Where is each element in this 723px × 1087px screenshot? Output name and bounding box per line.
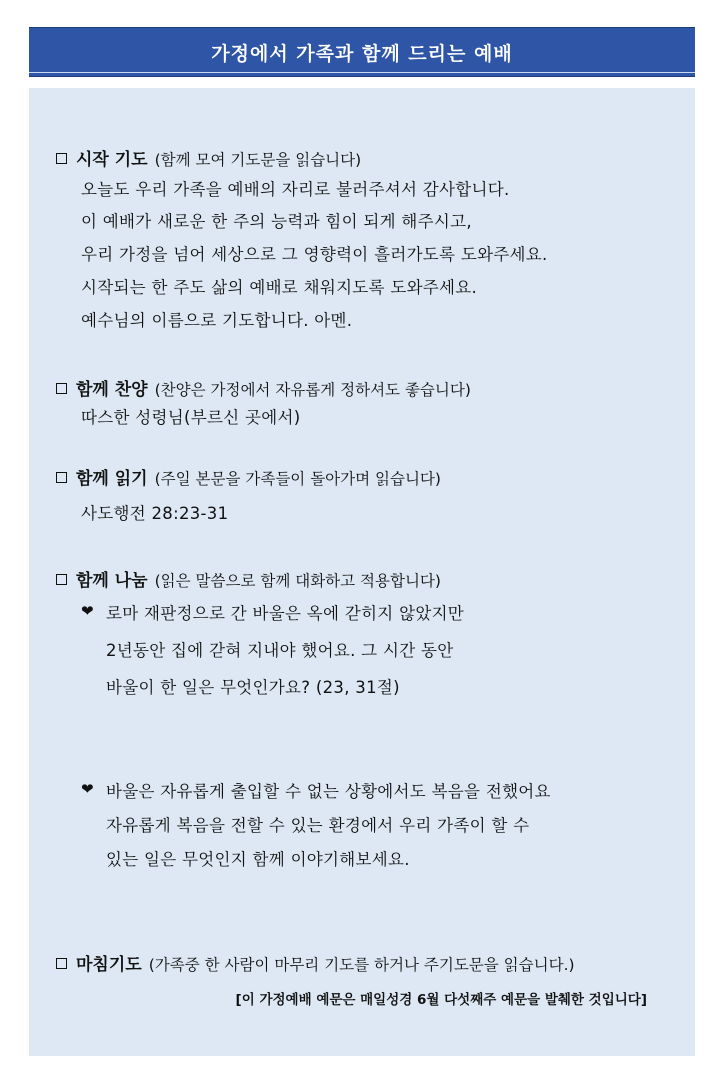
question-line: 로마 재판정으로 간 바울은 옥에 갇히지 않았지만 <box>106 604 465 623</box>
section-note: (주일 본문을 가족들이 돌아가며 읽습니다) <box>154 470 441 488</box>
opening-line: 이 예배가 새로운 한 주의 능력과 힘이 되게 해주시고, <box>81 212 472 231</box>
opening-line: 우리 가정을 넘어 세상으로 그 영향력이 흘러가도록 도와주세요. <box>81 245 548 264</box>
section-note: (읽은 말씀으로 함께 대화하고 적용합니다) <box>154 572 441 590</box>
checkbox-square-icon <box>56 958 67 969</box>
source-footnote: [이 가정예배 예문은 매일성경 6월 다섯째주 예문을 발췌한 것입니다] <box>235 992 647 1008</box>
section-note: (가족중 한 사람이 마무리 기도를 하거나 주기도문을 읽습니다.) <box>148 956 575 974</box>
heart-bullet-icon: ❤ <box>81 780 94 798</box>
section-opening-header <box>56 145 361 170</box>
question-line: 바울은 자유롭게 출입할 수 없는 상황에서도 복음을 전했어요 <box>106 782 551 801</box>
checkbox-square-icon <box>56 574 67 585</box>
page-title: 가정에서 가족과 함께 드리는 예배 <box>211 42 513 65</box>
question-line: 2년동안 집에 갇혀 지내야 했어요. 그 시간 동안 <box>106 641 454 660</box>
section-closing-header <box>56 950 575 975</box>
question-line: 자유롭게 복음을 전할 수 있는 환경에서 우리 가족이 할 수 <box>106 816 530 835</box>
section-reading-header <box>56 464 441 489</box>
section-praise-header <box>56 375 471 400</box>
question-line: 바울이 한 일은 무엇인가요? (23, 31절) <box>106 678 400 697</box>
section-note: (찬양은 가정에서 자유롭게 정하셔도 좋습니다) <box>154 381 471 399</box>
checkbox-square-icon <box>56 383 67 394</box>
section-sharing-header <box>56 566 441 591</box>
checkbox-square-icon <box>56 472 67 483</box>
question-line: 있는 일은 무엇인지 함께 이야기해보세요. <box>106 850 410 869</box>
opening-line: 오늘도 우리 가족을 예배의 자리로 불러주셔서 감사합니다. <box>81 180 510 199</box>
section-title: 시작 기도 <box>76 150 148 170</box>
reading-passage: 사도행전 28:23-31 <box>81 504 229 523</box>
section-title: 함께 읽기 <box>76 469 148 489</box>
title-bar <box>29 27 695 77</box>
section-title: 마침기도 <box>76 955 142 975</box>
praise-song: 따스한 성령님(부르신 곳에서) <box>81 408 301 427</box>
section-title: 함께 찬양 <box>76 380 148 400</box>
opening-line: 시작되는 한 주도 삶의 예배로 채워지도록 도와주세요. <box>81 278 478 297</box>
section-title: 함께 나눔 <box>76 571 148 591</box>
section-note: (함께 모여 기도문을 읽습니다) <box>154 151 362 169</box>
opening-line: 예수님의 이름으로 기도합니다. 아멘. <box>81 311 353 330</box>
heart-bullet-icon: ❤ <box>81 602 94 620</box>
checkbox-square-icon <box>56 153 67 164</box>
